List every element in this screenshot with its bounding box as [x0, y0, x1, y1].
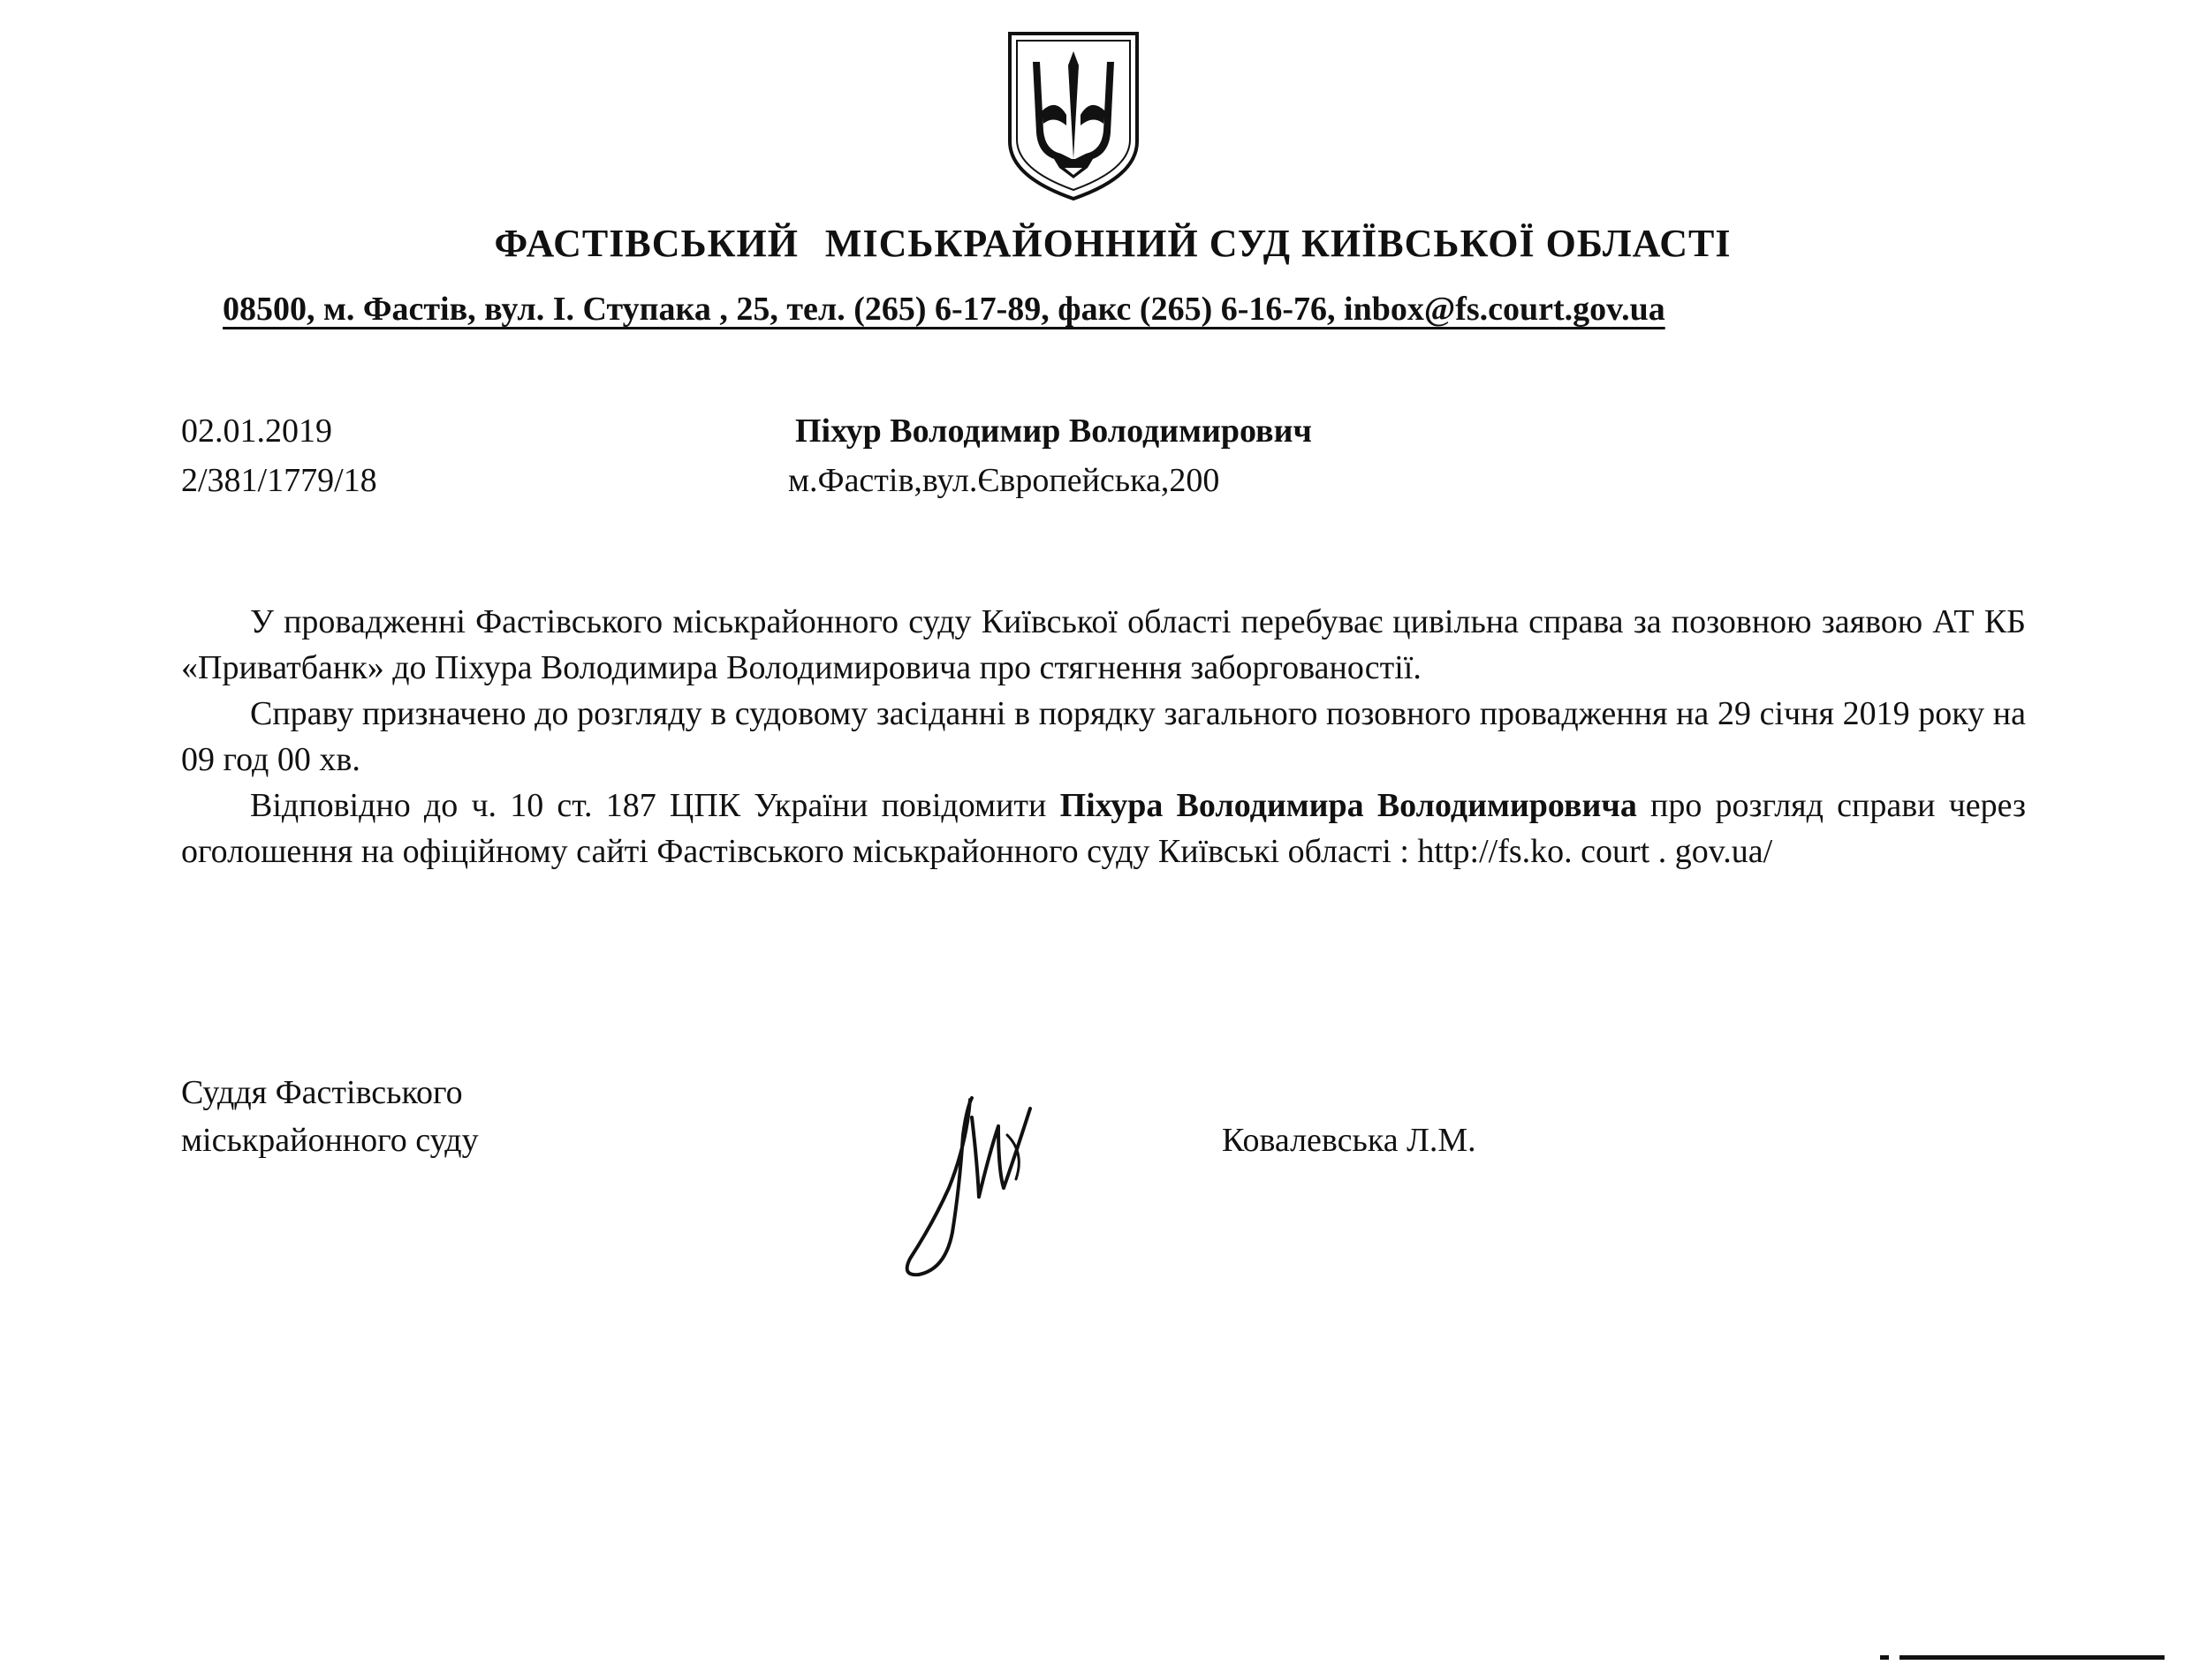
court-address: 08500, м. Фастів, вул. І. Ступака , 25, тел. (265) 6-17-89, факс (265) 6-16-76, inbox@fs.court.gov.ua — [223, 291, 1665, 328]
coat-of-arms-icon — [1003, 26, 1144, 203]
court-name-part1: ФАСТІВСЬКИЙ — [494, 222, 799, 265]
court-name-part2: МІСЬКРАЙОННИЙ СУД КИЇВСЬКОЇ ОБЛАСТІ — [824, 222, 1732, 265]
recipient-block — [788, 406, 1312, 505]
body-paragraph-1: У провадженні Фастівського міськрайонного суду Київської області перебуває цивільна справа за позовною заявою АТ КБ «Приватбанк» до Піхура Володимира Володимировича про стягнення заборгованостії. — [181, 603, 2026, 686]
judge-title-line-1: Суддя Фастівського — [181, 1074, 463, 1111]
judge-title — [181, 1069, 479, 1164]
body-paragraph-3-before: Відповідно до ч. 10 ст. 187 ЦПК України повідомити — [250, 787, 1060, 824]
case-number: 2/381/1779/18 — [181, 462, 377, 499]
footer-rule — [1899, 1655, 2165, 1660]
recipient-name: Піхур Володимир Володимирович — [795, 412, 1312, 450]
court-name-heading — [0, 221, 2199, 266]
body-paragraph-3 — [181, 783, 2026, 874]
footer-mark-dot — [1880, 1655, 1889, 1660]
letter-meta — [181, 406, 377, 505]
body-paragraph-3-after: про розгляд справи через оголошення на офіційному сайті Фастівського міськрайонного суду Київські області : http://fs.ko. court . gov.ua/ — [181, 787, 2026, 870]
defendant-name: Піхура Володимира Володимировича — [1059, 787, 1637, 824]
recipient-address: м.Фастів,вул.Європейська,200 — [788, 462, 1220, 499]
judge-name: Ковалевська Л.М. — [1222, 1122, 1476, 1159]
judge-title-line-2: міськрайонного суду — [181, 1122, 479, 1159]
handwritten-signature — [875, 1082, 1078, 1285]
letter-body — [181, 599, 2026, 874]
body-paragraph-2: Справу призначено до розгляду в судовому засіданні в порядку загального позовного провадження на 29 січня 2019 року на 09 год 00 хв. — [181, 695, 2026, 778]
letter-date: 02.01.2019 — [181, 412, 332, 450]
